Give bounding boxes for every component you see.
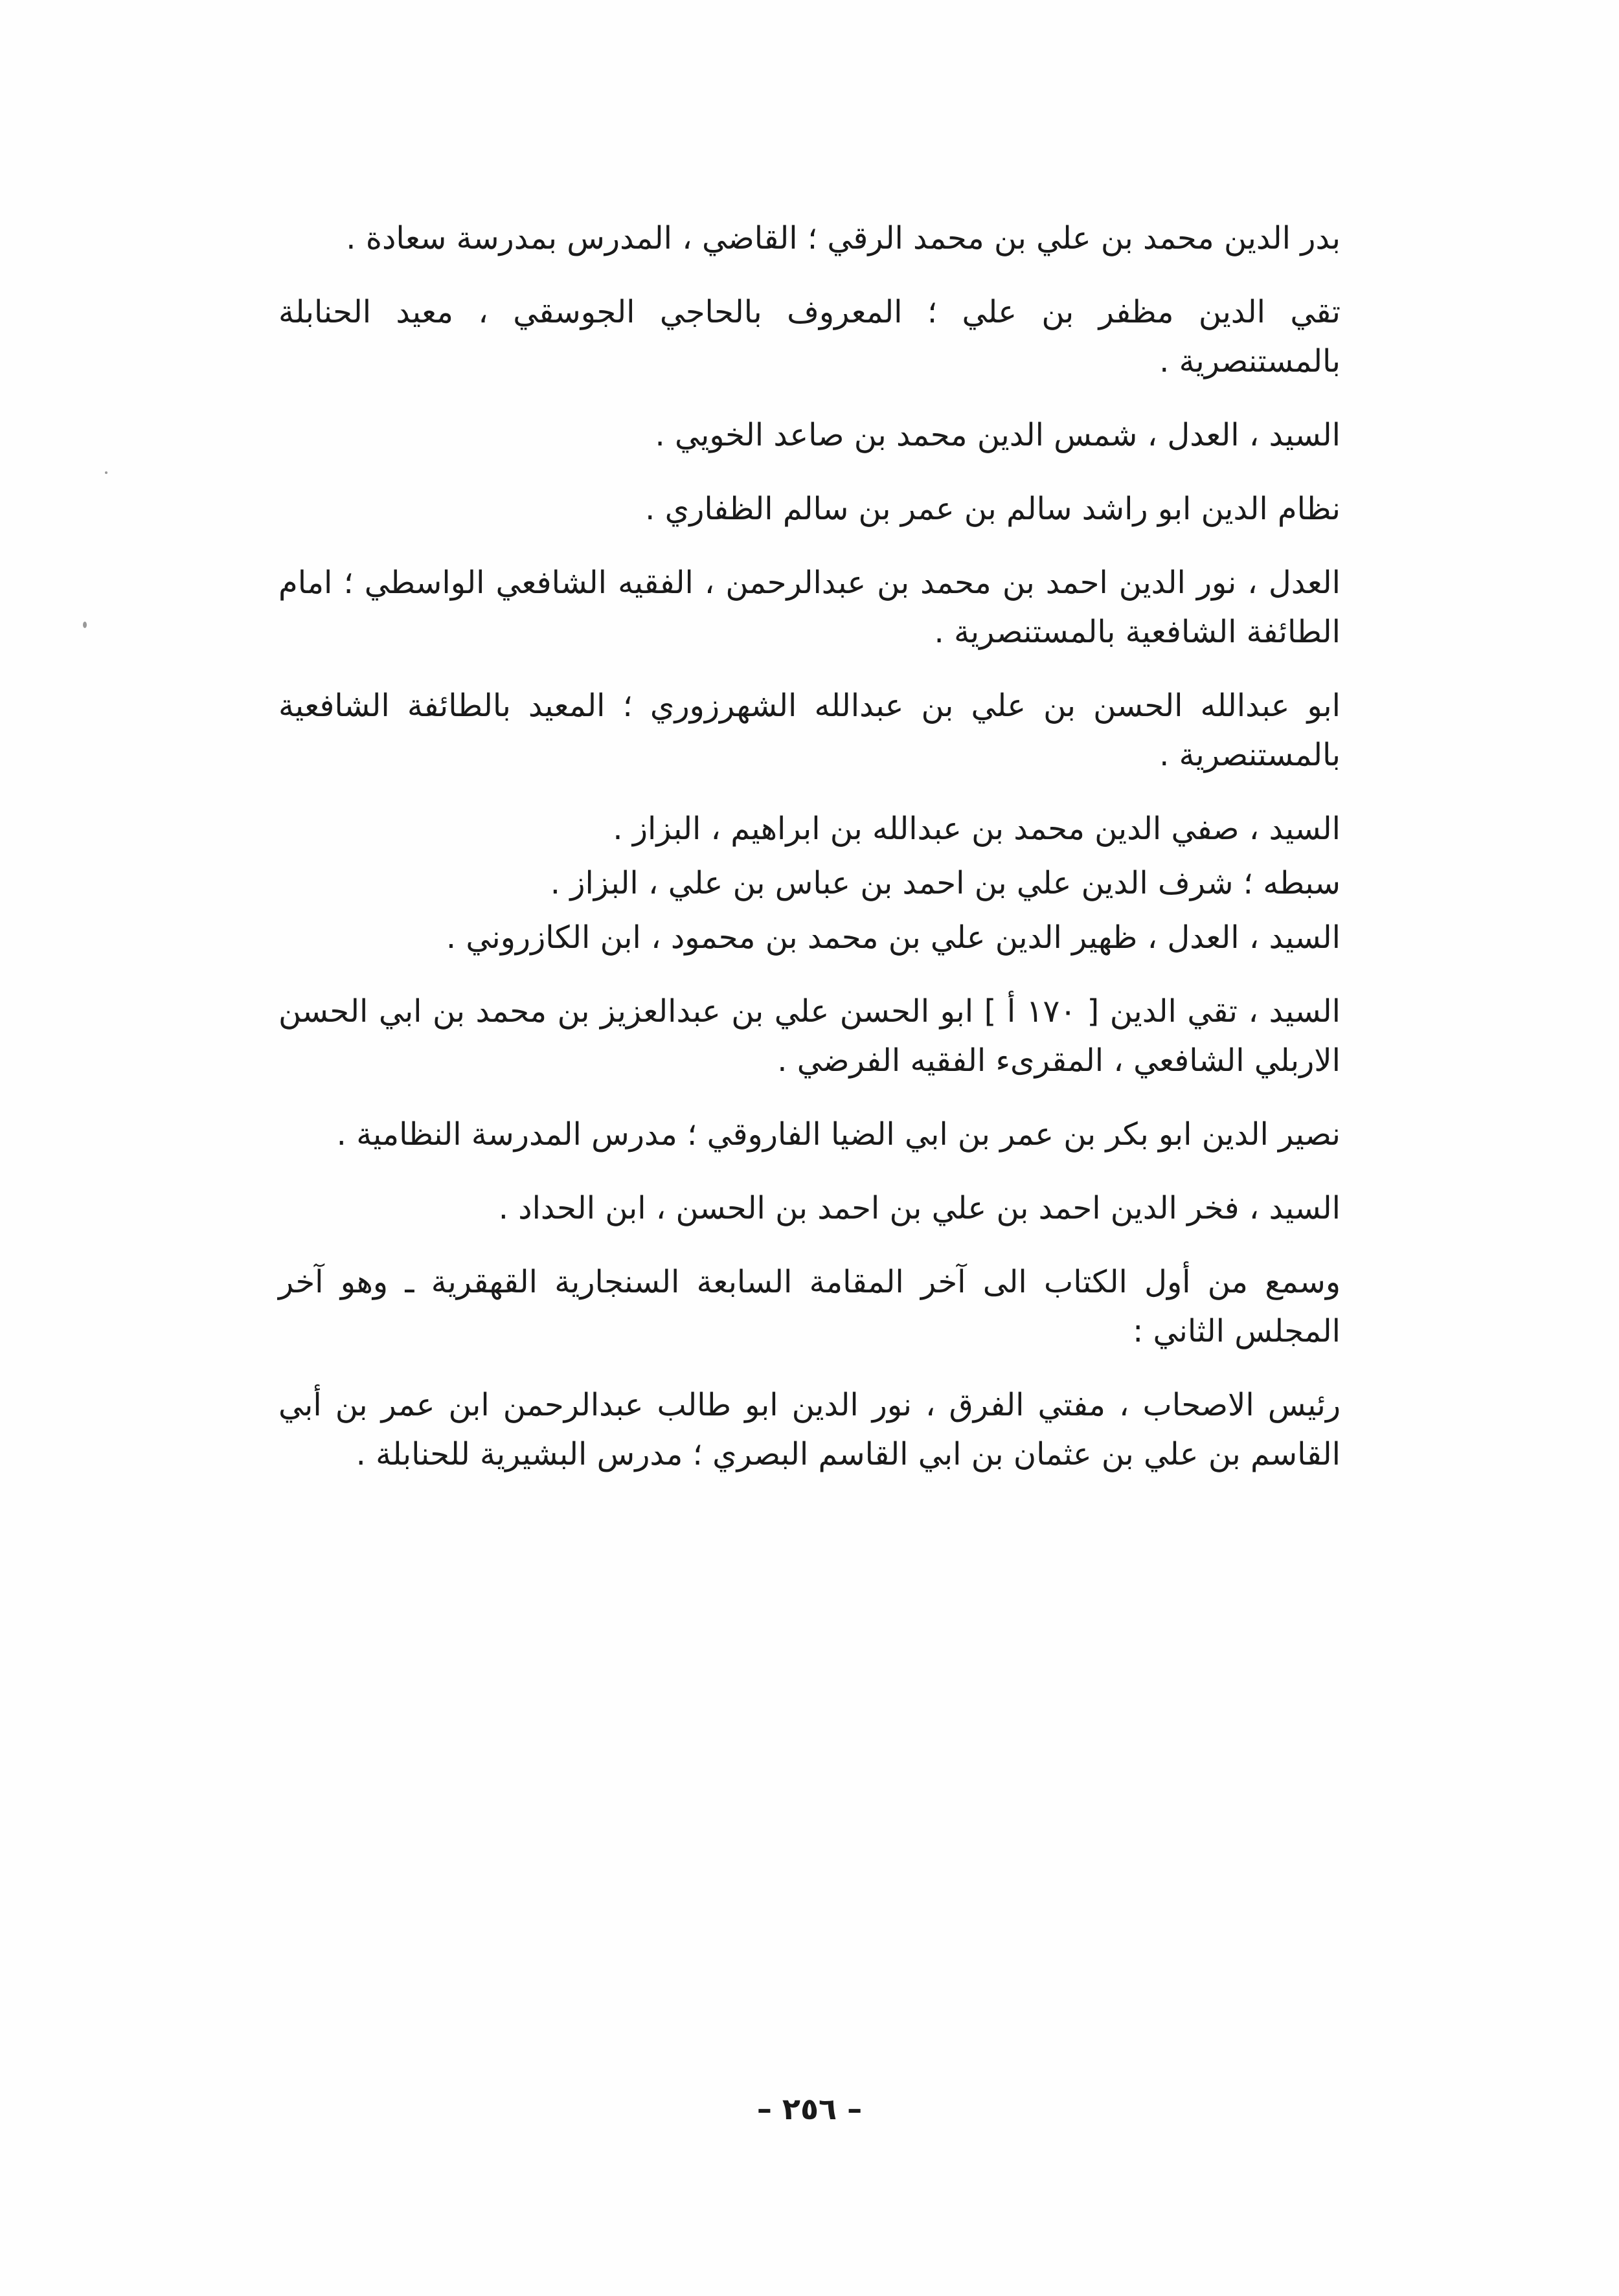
entry-wa-samia: وسمع من أول الكتاب الى آخر المقامة السابعة السنجارية القهقرية ـ وهو آخر المجلس الثاني : [278, 1264, 1341, 1349]
entry-nur-al-din-abu-talib: رئيس الاصحاب ، مفتي الفرق ، نور الدين ابو طالب عبدالرحمن ابن عمر بن أبي القاسم بن علي بن عثمان بن ابي القاسم البصري ؛ مدرس البشيرية للحنابلة . [278, 1387, 1341, 1472]
entry-nasir-al-din: نصير الدين ابو بكر بن عمر بن ابي الضيا الفاروقي ؛ مدرس المدرسة النظامية . [336, 1116, 1341, 1153]
entry-taqi-al-din-abu-al-hasan: السيد ، تقي الدين [ ١٧٠ أ ] ابو الحسن علي بن عبدالعزيز بن محمد بن ابي الحسن الاربلي الشافعي ، المقرىء الفقيه الفرضي . [278, 993, 1341, 1079]
entry-shams-al-din: السيد ، العدل ، شمس الدين محمد بن صاعد الخويي . [655, 417, 1341, 453]
main-text [278, 214, 1341, 1503]
entry-abu-abdallah-al-hasan: ابو عبدالله الحسن بن علي بن عبدالله الشهرزوري ؛ المعيد بالطائفة الشافعية بالمستنصرية . [278, 688, 1341, 773]
entry-zahir-al-din: السيد ، العدل ، ظهير الدين علي بن محمد بن محمود ، ابن الكازروني . [446, 919, 1341, 956]
scan-speck [83, 622, 87, 628]
entry-badr-al-din: بدر الدين محمد بن علي بن محمد الرقي ؛ القاضي ، المدرس بمدرسة سعادة . [346, 220, 1341, 256]
entry-safi-al-din: السيد ، صفي الدين محمد بن عبدالله بن ابراهيم ، البزاز . [613, 811, 1341, 847]
scan-speck [105, 471, 108, 474]
entry-fakhr-al-din: السيد ، فخر الدين احمد بن علي بن احمد بن الحسن ، ابن الحداد . [498, 1190, 1341, 1226]
entry-nur-al-din-ahmad: العدل ، نور الدين احمد بن محمد بن عبدالرحمن ، الفقيه الشافعي الواسطي ؛ امام الطائفة الشافعية بالمستنصرية . [278, 565, 1341, 650]
page-number: – ٢٥٦ – [756, 2091, 863, 2126]
entry-sharaf-al-din: سبطه ؛ شرف الدين علي بن احمد بن عباس بن علي ، البزاز . [550, 865, 1341, 901]
entry-taqi-al-din-muzaffar: تقي الدين مظفر بن علي ؛ المعروف بالحاجي الجوسقي ، معيد الحنابلة بالمستنصرية . [278, 294, 1341, 379]
entry-nizam-al-din: نظام الدين ابو راشد سالم بن عمر بن سالم الظفاري . [645, 491, 1341, 527]
